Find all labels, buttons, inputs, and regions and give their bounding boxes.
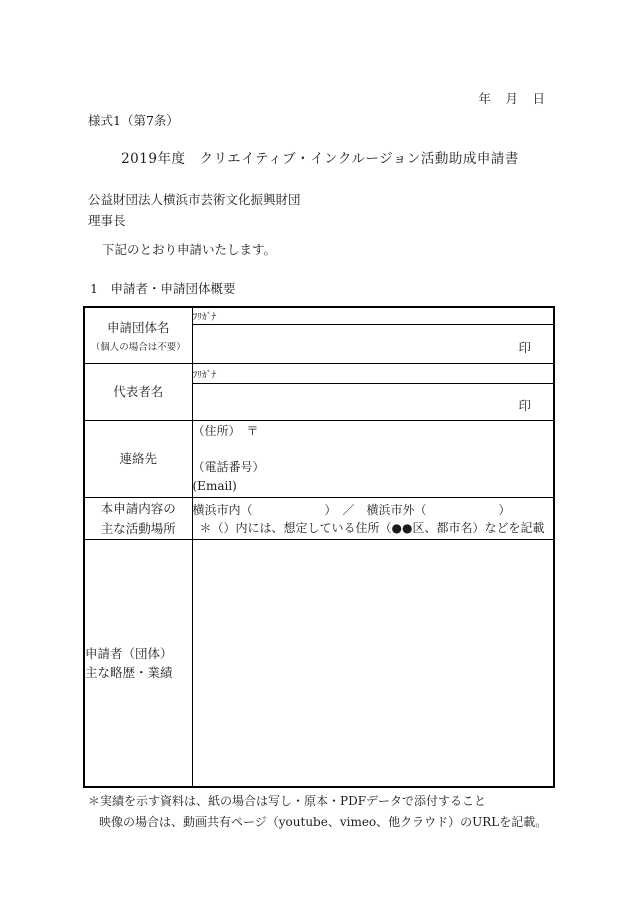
representative-furigana-cell: [192, 364, 554, 384]
representative-label: 代表者名: [113, 384, 164, 400]
contact-phone-label: （電話番号）: [192, 460, 265, 474]
org-name-furigana-cell: [192, 307, 554, 325]
representative-label-cell: [84, 364, 192, 421]
contact-input-area: [192, 421, 554, 498]
addressee-organization: 公益財団法人横浜市芸術文化振興財団: [88, 192, 301, 207]
org-name-furigana-label: ﾌﾘｶﾞﾅ: [192, 312, 217, 323]
history-label-line2: 主な略歴・業績: [85, 665, 173, 680]
application-statement: 下記のとおり申請いたします。: [102, 242, 277, 257]
activity-location-options: 横浜市内（ ） ／ 横浜市外（ ）: [192, 502, 511, 517]
contact-label-cell: [84, 421, 192, 498]
activity-location-label-line1: 本申請内容の: [100, 501, 176, 517]
contact-email-label: (Email): [192, 479, 237, 493]
activity-location-label-line2: 主な活動場所: [100, 520, 176, 536]
section-heading: 1 申請者・申請団体概要: [90, 281, 236, 296]
contact-label: 連絡先: [119, 451, 157, 467]
activity-location-note: ＊（）内には、想定している住所（●●区、都市名）などを記載: [199, 520, 545, 535]
representative-seal-mark: 印: [518, 398, 531, 413]
form-number: 様式1（第7条）: [88, 113, 179, 128]
history-label-line1: 申請者（団体）: [85, 645, 173, 661]
history-input-area: [192, 540, 554, 788]
org-name-note: （個人の場合は不要）: [90, 342, 186, 354]
org-name-input-area: [192, 325, 554, 364]
activity-location-label-cell: [84, 498, 192, 540]
contact-address-label: （住所） 〒: [192, 424, 259, 438]
history-label-cell: [84, 540, 192, 788]
applicant-summary-table: [83, 306, 555, 788]
org-name-label: 申請団体名: [106, 319, 170, 335]
addressee-role: 理事長: [88, 213, 126, 228]
footer-note-video: 映像の場合は、動画共有ページ（youtube、vimeo、他クラウド）のURLを記載。: [99, 815, 548, 829]
footer-note-materials: ＊実績を示す資料は、紙の場合は写し・原本・PDFデータで添付すること: [88, 794, 487, 808]
representative-furigana-label: ﾌﾘｶﾞﾅ: [192, 369, 217, 381]
activity-location-input-area: [192, 498, 554, 540]
org-name-label-cell: [84, 307, 192, 364]
date-line: 年 月 日: [478, 91, 546, 106]
org-name-seal-mark: 印: [518, 340, 531, 355]
representative-input-area: [192, 384, 554, 421]
document-title: 2019年度 クリエイティブ・インクルージョン活動助成申請書: [121, 151, 519, 167]
